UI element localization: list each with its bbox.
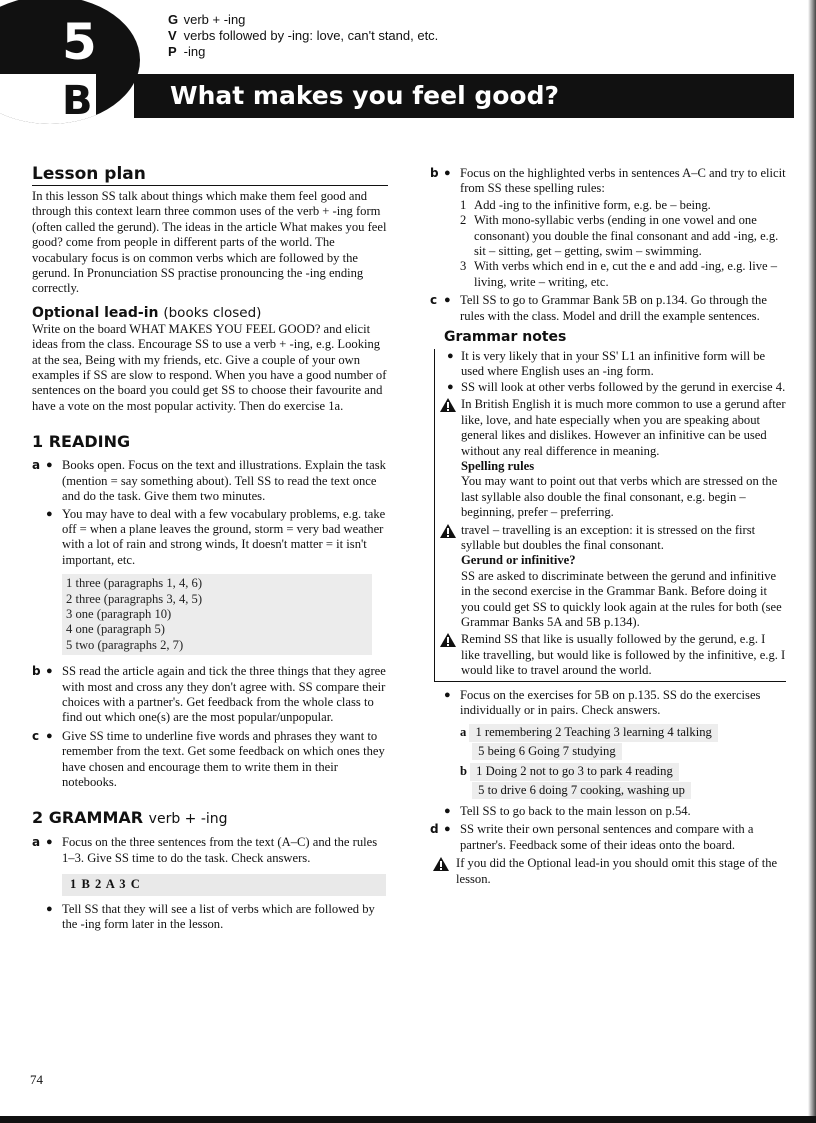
- answer-row: 5 to drive 6 doing 7 cooking, washing up: [472, 782, 691, 799]
- grammar-item-b: b ● Focus on the highlighted verbs in sentences A–C and try to elicit from SS these spelling rules: 1 Add -ing to the infinitive form, e.g. be – being. 2 With mono-syllabic verbs (ending in one vowel and one consonant) you double the final consonant and add -ing, e.g. sit – sitting, get – getting, swim – swimming. 3 With verbs which end in e, cut the e and add -ing, e.g. live – living, write – writing, etc.: [430, 166, 786, 289]
- page-number: 74: [30, 1072, 43, 1087]
- grammar-heading: 2 GRAMMAR verb + -ing: [32, 808, 228, 828]
- answer-line: 1 three (paragraphs 1, 4, 6): [66, 576, 203, 591]
- grammar-item-d: d ● SS write their own personal sentences and compare with a partner's. Feedback some of their ideas onto the board.: [430, 822, 754, 852]
- warning-note: If you did the Optional lead-in you should omit this stage of the lesson.: [430, 856, 786, 887]
- answer-row: 5 being 6 Going 7 studying: [472, 743, 621, 760]
- warning-note: Remind SS that like is usually followed by the gerund, e.g. I like travelling, but would like is followed by the infinitive, e.g. I would like to travel around the world.: [435, 632, 786, 678]
- back-to-lesson-note: ● Tell SS to go back to the main lesson on p.54.: [444, 804, 691, 819]
- gerund-infinitive-text: SS are asked to discriminate between the gerund and infinitive in the second exercise in the Grammar Bank. Before doing it you could get SS to quickly look again at the rules for both (see Grammar Banks 5A and 5B p.134).: [461, 568, 782, 629]
- answer-line: 3 one (paragraph 10): [66, 606, 172, 621]
- warning-icon: [439, 397, 457, 417]
- rule-item: 3 With verbs which end in e, cut the e and add -ing, e.g. live – living, write – writing, etc.: [460, 259, 778, 289]
- answers-b: b 1 Doing 2 not to go 3 to park 4 reading 5 to drive 6 doing 7 cooking, washing up: [460, 763, 786, 800]
- reading-answers: [62, 574, 372, 655]
- answer-line: 4 one (paragraph 5): [66, 622, 165, 637]
- reading-item-a: a ● Books open. Focus on the text and illustrations. Explain the task (mention = say something about). Tell SS to read the text once and do the task. Give them two minutes.: [32, 458, 386, 504]
- grammar-notes-heading: Grammar notes: [444, 329, 567, 346]
- reading-item-b: b ● SS read the article again and tick the three things that they agree with most and cross any they don't agree with. SS compare their choices with a partner's. Get feedback from the whole class to find out which one(s) are the most popular/unpopular.: [32, 664, 386, 725]
- grammar-item-c: c ● Tell SS to go to Grammar Bank 5B on p.134. Go through the rules with the class. Model and drill the example sentences.: [430, 293, 767, 323]
- page-edge-shadow: [808, 0, 816, 1123]
- answer-row: 1 remembering 2 Teaching 3 learning 4 talking: [469, 724, 717, 741]
- left-column: [32, 163, 388, 932]
- reading-heading: 1 READING: [32, 432, 131, 452]
- grammar-notes-box: [434, 349, 786, 682]
- answer-line: 2 three (paragraphs 3, 4, 5): [66, 591, 203, 606]
- answer-row: 1 Doing 2 not to go 3 to park 4 reading: [470, 763, 679, 780]
- page-title: What makes you feel good?: [170, 81, 559, 110]
- grammar-item-a-sub: ● Tell SS that they will see a list of verbs which are followed by the -ing form later in the lesson.: [46, 901, 375, 932]
- topic-pronunciation: P -ing: [168, 44, 206, 59]
- lesson-plan-heading: Lesson plan: [32, 163, 388, 186]
- lesson-plan-intro: In this lesson SS talk about things which make them feel good and through this context learn three common uses of the verb + -ing form (often called the gerund). The ideas in the article What makes you feel good? come from people in different parts of the world. The vocabulary focus is on common verbs which are followed by the gerund. In Pronunciation SS practise pronouncing the -ing ending correctly.: [32, 189, 387, 296]
- answer-line: 5 two (paragraphs 2, 7): [66, 637, 184, 652]
- spelling-rules-heading: Spelling rules: [461, 458, 535, 473]
- unit-number: 5: [62, 13, 97, 71]
- answers-a: a 1 remembering 2 Teaching 3 learning 4 talking 5 being 6 Going 7 studying: [460, 724, 786, 761]
- reading-item-a-sub: ● You may have to deal with a few vocabulary problems, e.g. take off = when a plane leaves the ground, storm = very bad weather with a lot of rain and strong winds, It doesn't matter = it isn't important, etc.: [46, 506, 386, 567]
- spelling-rules-list: [460, 198, 786, 290]
- note-item: ● It is very likely that in your SS' L1 an infinitive form will be used where English uses an -ing form.: [447, 349, 766, 379]
- warning-icon: [432, 856, 450, 876]
- warning-icon: [439, 632, 457, 652]
- note-item: ● SS will look at other verbs followed by the gerund in exercise 4.: [447, 379, 786, 394]
- grammar-a-answers: 1 B 2 A 3 C: [62, 874, 386, 895]
- rule-item: 1 Add -ing to the infinitive form, e.g. be – being.: [460, 197, 711, 212]
- spelling-rules-text: You may want to point out that verbs which are stressed on the last syllable also double the final consonant, e.g. begin – beginning, prefer – preferring.: [461, 474, 778, 520]
- exercise-focus-note: ● Focus on the exercises for 5B on p.135. SS do the exercises individually or in pairs. Check answers.: [444, 687, 761, 717]
- warning-note: travel – travelling is an exception: it is stressed on the first syllable but doubles the final consonant.: [435, 523, 786, 554]
- right-column: [430, 166, 786, 887]
- bottom-rule: [0, 1116, 816, 1123]
- lead-in-text: Write on the board WHAT MAKES YOU FEEL GOOD? and elicit ideas from the class. Encourage SS to use a verb + -ing, e.g. Looking at the sea, Being with my friends, etc. Give a couple of your own examples if SS are slow to respond. When you have a good number of sentences on the board you could get SS to choose their favourite and have a vote on the most popular activity. Then do exercise 1a.: [32, 321, 387, 413]
- reading-item-c: c ● Give SS time to underline five words and phrases they want to remember from the text. Get some feedback on which ones they have chosen and encourage them to write them in their notebooks.: [32, 728, 385, 789]
- warning-icon: [439, 523, 457, 543]
- lead-in-heading: Optional lead-in (books closed): [32, 304, 262, 321]
- lesson-letter: B: [62, 78, 93, 124]
- warning-note: In British English it is much more common to use a gerund after like, love, and hate especially when you are speaking about general likes and dislikes. However an infinitive can be used without any real difference in meaning.: [435, 397, 786, 459]
- exercise-answers: [460, 724, 786, 800]
- rule-item: 2 With mono-syllabic verbs (ending in one vowel and one consonant) you double the final consonant and add -ing, e.g. sit – sitting, get – getting, swim – swimming.: [460, 213, 779, 259]
- topic-grammar: G verb + -ing: [168, 12, 246, 27]
- grammar-item-a: a ● Focus on the three sentences from the text (A–C) and the rules 1–3. Give SS time to do the task. Check answers.: [32, 835, 378, 865]
- topics-list: [168, 12, 438, 60]
- gerund-infinitive-heading: Gerund or infinitive?: [461, 553, 576, 568]
- topic-vocabulary: V verbs followed by -ing: love, can't stand, etc.: [168, 28, 439, 43]
